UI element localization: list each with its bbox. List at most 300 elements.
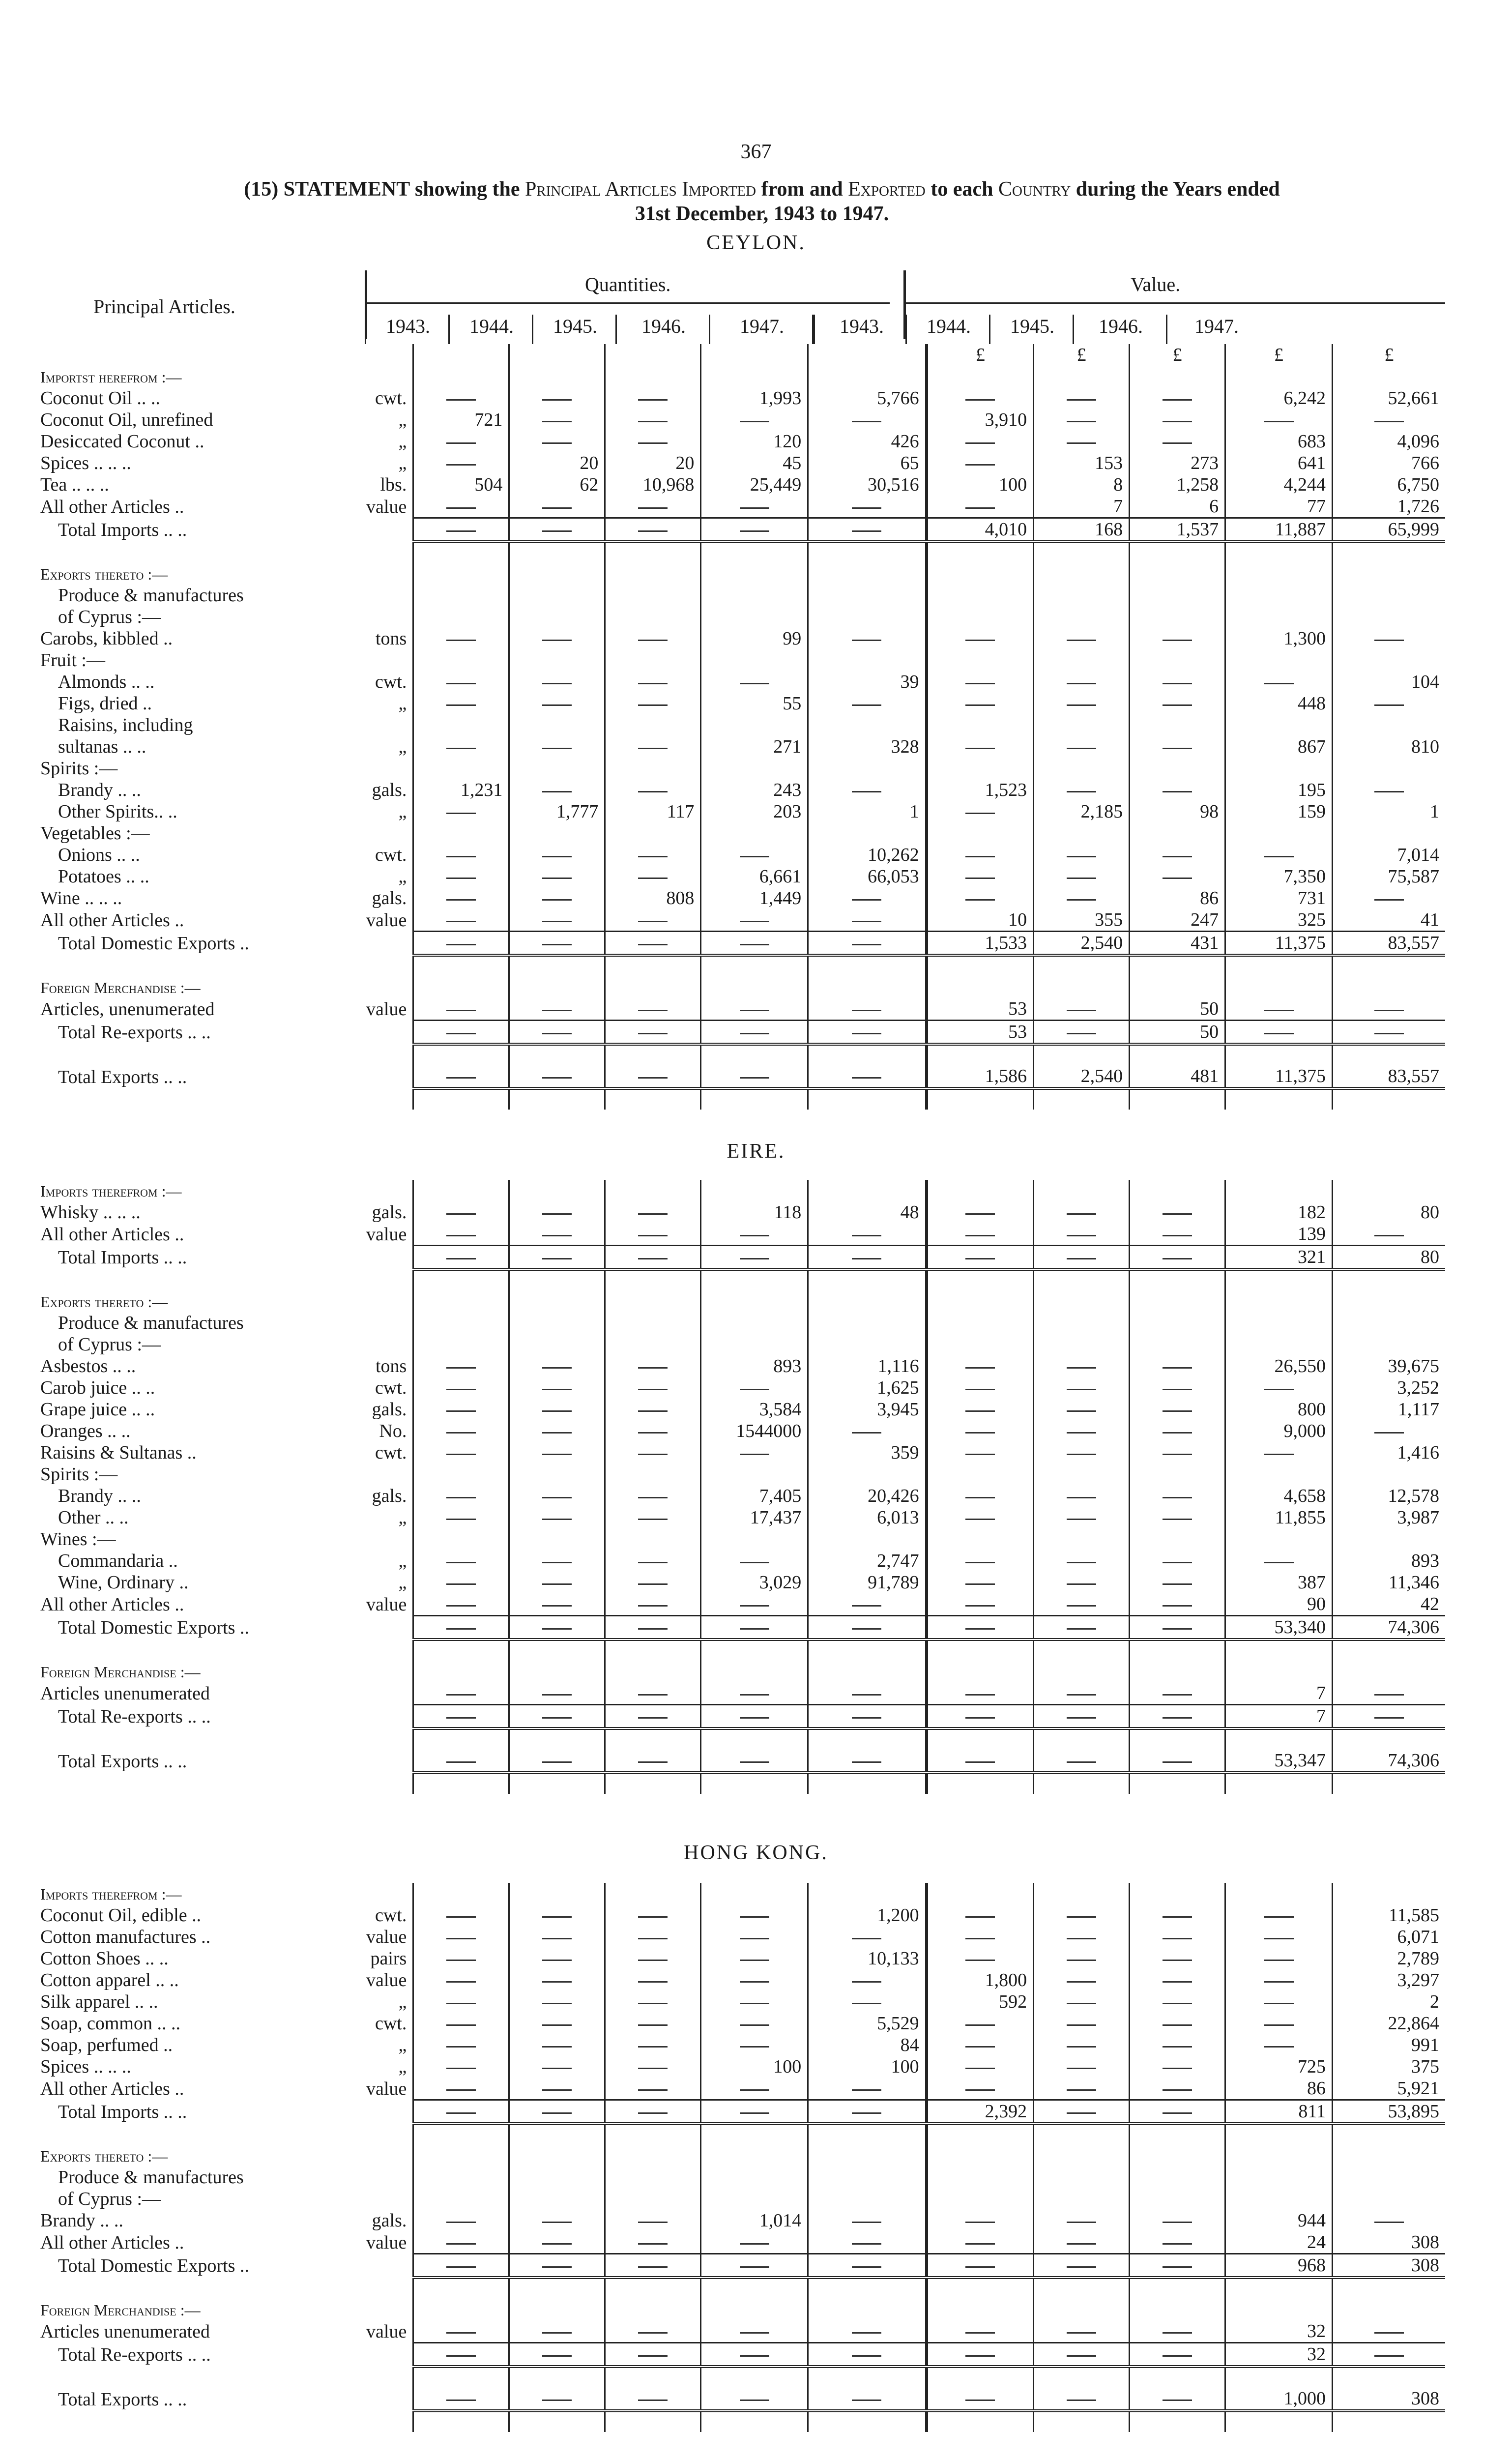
dash-mark (1264, 683, 1294, 684)
dash-mark (1163, 2399, 1192, 2401)
dash-mark (965, 1454, 995, 1455)
cell-value: 32 (1225, 2320, 1333, 2343)
dash-mark (542, 1583, 572, 1585)
cell-value: 504 (413, 474, 509, 496)
dash-mark (446, 704, 476, 706)
dash-mark (1163, 1235, 1192, 1236)
row-unit: value (366, 1224, 407, 1245)
row-label (34, 2343, 413, 2367)
dash-mark (965, 1389, 995, 1390)
cell-value (701, 1616, 808, 1640)
dash-mark (965, 899, 995, 901)
cell-value (605, 2188, 701, 2210)
cell-value (808, 1180, 927, 1201)
cell-value (509, 1021, 605, 1045)
table-row (34, 2343, 1445, 2367)
cell-value (413, 1201, 509, 1223)
cell-value (1225, 563, 1333, 585)
dash-mark (965, 2046, 995, 2048)
cell-value (509, 2388, 605, 2411)
cell-value (701, 1550, 808, 1572)
cell-value (413, 518, 509, 542)
cell-value (808, 2388, 927, 2411)
dash-mark (1067, 399, 1096, 401)
cell-value (1130, 2166, 1225, 2188)
cell-value: 65,999 (1333, 518, 1445, 542)
cell-value (509, 2056, 605, 2078)
table-row (34, 2034, 1445, 2056)
cell-value (701, 2188, 808, 2210)
row-unit: cwt. (375, 672, 407, 692)
row-label-text: Potatoes .. .. (58, 866, 149, 887)
row-label-text: Coconut Oil .. .. (40, 388, 160, 409)
cell-value (1333, 409, 1445, 431)
cell-value (808, 518, 927, 542)
dash-mark (542, 748, 572, 749)
dash-mark (1163, 1960, 1192, 1961)
dash-mark (1067, 1628, 1096, 1630)
dash-mark (740, 1717, 769, 1719)
cell-value (927, 2320, 1034, 2343)
cell-value (413, 1377, 509, 1399)
dash-mark (446, 1938, 476, 1939)
cell-value (927, 887, 1034, 909)
dash-mark (446, 1960, 476, 1961)
row-label-text: Figs, dried .. (58, 693, 152, 714)
row-label (34, 844, 413, 866)
cell-value (1225, 1661, 1333, 1682)
row-label (34, 606, 413, 628)
cell-value (509, 887, 605, 909)
table-row (34, 2388, 1445, 2411)
heading-to-each: to each (930, 178, 993, 201)
dash-mark (852, 1033, 881, 1034)
row-unit: value (366, 998, 407, 1020)
dash-mark (446, 748, 476, 749)
row-label (34, 563, 413, 585)
cell-value (413, 1750, 509, 1773)
cell-value (605, 844, 701, 866)
row-label (34, 1750, 413, 1773)
cell-value (927, 1420, 1034, 1442)
cell-value (808, 628, 927, 649)
dash-mark (542, 2355, 572, 2357)
dash-mark (638, 1010, 668, 1011)
cell-value (927, 693, 1034, 714)
cell-value: 721 (413, 409, 509, 431)
cell-value (1034, 606, 1130, 628)
dash-mark (446, 1497, 476, 1498)
cell-value: 62 (509, 474, 605, 496)
row-label-text: Coconut Oil, unrefined (40, 410, 213, 430)
row-label (34, 1021, 413, 1045)
spacer-row (34, 2278, 1445, 2299)
cell-value (605, 1550, 701, 1572)
cell-value: 7 (1225, 1682, 1333, 1705)
dash-mark (1067, 2355, 1096, 2357)
cell-value (509, 866, 605, 887)
cell-value (1034, 1969, 1130, 1991)
cell-value (605, 366, 701, 387)
dash-mark (1067, 2266, 1096, 2268)
dash-mark (740, 1258, 769, 1259)
cell-value (808, 2320, 927, 2343)
cell-value (808, 1969, 927, 1991)
table-row (34, 409, 1445, 431)
cell-value (1034, 1021, 1130, 1045)
cell-value (509, 693, 605, 714)
table-row (34, 1616, 1445, 1640)
table-row (34, 714, 1445, 736)
row-label (34, 496, 413, 518)
dash-mark (1163, 878, 1192, 879)
dash-mark (965, 1432, 995, 1434)
page-number: 367 (740, 141, 772, 163)
cell-value (413, 1312, 509, 1334)
cell-value (927, 1355, 1034, 1377)
cell-value (1034, 628, 1130, 649)
cell-value: 2,185 (1034, 801, 1130, 822)
cell-value (1130, 2320, 1225, 2343)
table-row (34, 628, 1445, 649)
cell-value: 80 (1333, 1201, 1445, 1223)
cell-value (927, 387, 1034, 409)
cell-value (509, 2210, 605, 2231)
cell-value (605, 1507, 701, 1528)
dash-mark (740, 1761, 769, 1763)
spacer-row (34, 1269, 1445, 1290)
spacer-row (34, 2411, 1445, 2432)
cell-value (1034, 844, 1130, 866)
dash-mark (1067, 1761, 1096, 1763)
dash-mark (1374, 899, 1404, 901)
row-label (34, 758, 413, 779)
dash-mark (638, 2068, 668, 2069)
cell-value: 1,258 (1130, 474, 1225, 496)
row-unit: gals. (372, 780, 407, 800)
dash-mark (740, 1389, 769, 1390)
dash-mark (446, 2003, 476, 2004)
cell-value (605, 1021, 701, 1045)
table-row (34, 1334, 1445, 1355)
cell-value (509, 2320, 605, 2343)
cell-value: 247 (1130, 909, 1225, 932)
cell-value: 30,516 (808, 474, 927, 496)
cell-value: 7 (1225, 1705, 1333, 1729)
row-label (34, 518, 413, 542)
row-label (34, 1065, 413, 1088)
cell-value (605, 779, 701, 801)
cell-value (605, 1246, 701, 1270)
dash-mark (1163, 2266, 1192, 2268)
cell-value (1034, 2320, 1130, 2343)
cell-value (509, 1399, 605, 1420)
cell-value (1130, 1420, 1225, 1442)
row-label-text: Produce & manufactures (58, 585, 244, 606)
cell-value (808, 1290, 927, 1312)
cell-value (927, 431, 1034, 452)
cell-value (1225, 671, 1333, 693)
cell-value: 1,416 (1333, 1442, 1445, 1463)
cell-value (509, 714, 605, 736)
dash-mark (965, 1605, 995, 1607)
row-label-text: Other Spirits.. .. (58, 801, 177, 822)
cell-value (1130, 1528, 1225, 1550)
dash-mark (542, 791, 572, 792)
cell-value: 48 (808, 1201, 927, 1223)
cell-value: 2 (1333, 1991, 1445, 2013)
cell-value (808, 1750, 927, 1773)
cell-value (808, 2188, 927, 2210)
dash-mark (965, 2089, 995, 2091)
cell-value (1225, 1442, 1333, 1463)
cell-value (413, 431, 509, 452)
cell-value (1130, 2056, 1225, 2078)
table-row (34, 1528, 1445, 1550)
dash-mark (1163, 399, 1192, 401)
cell-value (927, 2210, 1034, 2231)
cell-value (808, 496, 927, 518)
table-row (34, 1550, 1445, 1572)
cell-value (927, 671, 1034, 693)
row-label (34, 1485, 413, 1507)
cell-value (701, 758, 808, 779)
row-label (34, 2188, 413, 2210)
row-label-text: Total Re-exports .. .. (58, 1706, 211, 1727)
cell-value (413, 1550, 509, 1572)
row-label (34, 736, 413, 758)
cell-value (509, 822, 605, 844)
row-unit: cwt. (375, 388, 407, 409)
cell-value (1034, 779, 1130, 801)
cell-value (808, 649, 927, 671)
cell-value (701, 1463, 808, 1485)
cell-value (509, 1507, 605, 1528)
dash-mark (965, 1562, 995, 1563)
table-row (34, 1593, 1445, 1616)
cell-value (701, 1528, 808, 1550)
row-label (34, 1528, 413, 1550)
table-row (34, 2100, 1445, 2124)
dash-mark (638, 1410, 668, 1412)
cell-value (1034, 1180, 1130, 1201)
dash-mark (446, 640, 476, 641)
table-row (34, 779, 1445, 801)
row-label-text: Spices .. .. .. (40, 2056, 131, 2077)
row-label-text: Total Exports .. .. (58, 1066, 187, 1087)
dash-mark (1067, 1410, 1096, 1412)
row-label-text: Asbestos .. .. (40, 1356, 136, 1376)
cell-value: 1 (808, 801, 927, 822)
dash-mark (638, 1077, 668, 1079)
cell-value (808, 693, 927, 714)
cell-value (1034, 409, 1130, 431)
cell-value (509, 779, 605, 801)
cell-value (701, 2034, 808, 2056)
cell-value (1333, 2320, 1445, 2343)
cell-value: 4,244 (1225, 474, 1333, 496)
table-row (34, 1572, 1445, 1593)
cell-value: 810 (1333, 736, 1445, 758)
cell-value (413, 2299, 509, 2320)
year-header-4: 1947. (709, 315, 814, 344)
row-label-text: Wine .. .. .. (40, 888, 122, 908)
cell-value: 86 (1130, 887, 1225, 909)
dash-mark (1163, 1938, 1192, 1939)
cell-value (927, 366, 1034, 387)
row-unit: „ (398, 2056, 407, 2077)
cell-value (1130, 585, 1225, 606)
row-label (34, 1572, 413, 1593)
cell-value (1333, 1312, 1445, 1334)
cell-value (927, 606, 1034, 628)
cell-value (509, 1463, 605, 1485)
row-label-text: Produce & manufactures (58, 2167, 244, 2188)
cell-value (509, 2034, 605, 2056)
principal-articles-header: Principal Articles. (93, 295, 235, 318)
dash-mark (638, 944, 668, 945)
dash-mark (965, 399, 995, 401)
table-row (34, 1399, 1445, 1420)
cell-value (927, 1312, 1034, 1334)
dash-mark (965, 2266, 995, 2268)
dash-mark (542, 1497, 572, 1498)
dash-mark (1067, 1497, 1096, 1498)
cell-value: 308 (1333, 2254, 1445, 2278)
cell-value: 11,375 (1225, 932, 1333, 956)
dash-mark (446, 1519, 476, 1520)
cell-value (1130, 2299, 1225, 2320)
dash-mark (1067, 899, 1096, 901)
cell-value (1130, 1312, 1225, 1334)
cell-value (1034, 431, 1130, 452)
cell-value (605, 1355, 701, 1377)
cell-value (509, 1355, 605, 1377)
cell-value (1130, 1334, 1225, 1355)
cell-value: 98 (1130, 801, 1225, 822)
row-unit: value (366, 496, 407, 517)
cell-value: 22,864 (1333, 2013, 1445, 2034)
dash-mark (740, 2355, 769, 2357)
cell-value (509, 844, 605, 866)
dash-mark (965, 1213, 995, 1215)
table-row (34, 1290, 1445, 1312)
cell-value (509, 518, 605, 542)
dash-mark (446, 442, 476, 444)
dash-mark (1067, 856, 1096, 857)
dash-mark (852, 1717, 881, 1719)
cell-value (605, 606, 701, 628)
cell-value (509, 1485, 605, 1507)
row-label-text: of Cyprus :— (58, 2189, 161, 2209)
dash-mark (965, 856, 995, 857)
cell-value (808, 2299, 927, 2320)
cell-value (605, 1312, 701, 1334)
spacer-row (34, 542, 1445, 563)
cell-value (509, 1926, 605, 1948)
dash-mark (1067, 878, 1096, 879)
dash-mark (1374, 421, 1404, 422)
dash-mark (638, 1432, 668, 1434)
cell-value: 10,968 (605, 474, 701, 496)
cell-value (413, 2056, 509, 2078)
dash-mark (638, 507, 668, 509)
cell-value (413, 909, 509, 932)
cell-value (1333, 2188, 1445, 2210)
cell-value (701, 822, 808, 844)
dash-mark (446, 944, 476, 945)
cell-value (413, 585, 509, 606)
row-label (34, 866, 413, 887)
dash-mark (542, 1213, 572, 1215)
cell-value (413, 1661, 509, 1682)
table-row (34, 1355, 1445, 1377)
cell-value (1130, 779, 1225, 801)
cell-value (1034, 1442, 1130, 1463)
dash-mark (740, 1010, 769, 1011)
cell-value: 45 (701, 452, 808, 474)
dash-mark (638, 1916, 668, 1918)
dash-mark (1163, 2355, 1192, 2357)
cell-value (808, 758, 927, 779)
dash-mark (446, 2089, 476, 2091)
cell-value: 53 (927, 998, 1034, 1021)
cell-value (413, 2320, 509, 2343)
row-label-text: Articles, unenumerated (40, 998, 215, 1020)
dash-mark (852, 704, 881, 706)
cell-value (1225, 1463, 1333, 1485)
dash-mark (1067, 2222, 1096, 2223)
cell-value: 1 (1333, 801, 1445, 822)
row-label-text: Total Exports .. .. (58, 2389, 187, 2410)
cell-value (605, 1661, 701, 1682)
row-label-text: Whisky .. .. .. (40, 1202, 141, 1223)
row-label (34, 998, 413, 1021)
row-label (34, 2100, 413, 2124)
dash-mark (446, 1258, 476, 1259)
cell-value (927, 649, 1034, 671)
cell-value (605, 1463, 701, 1485)
cell-value (413, 2210, 509, 2231)
dash-mark (446, 1077, 476, 1079)
cell-value (701, 1290, 808, 1312)
dash-mark (852, 507, 881, 509)
cell-value (1130, 2231, 1225, 2254)
row-label (34, 585, 413, 606)
year-header-5: 1943. (812, 315, 908, 344)
row-label-text: Spirits :— (40, 1464, 118, 1485)
heading-exported: Exported (848, 178, 926, 201)
dash-mark (740, 507, 769, 509)
row-label (34, 1442, 413, 1463)
cell-value (1333, 628, 1445, 649)
cell-value (1225, 1290, 1333, 1312)
cell-value: 481 (1130, 1065, 1225, 1088)
cell-value (1130, 1705, 1225, 1729)
cell-value (701, 1991, 808, 2013)
dash-mark (638, 2355, 668, 2357)
cell-value (413, 2013, 509, 2034)
dash-mark (852, 921, 881, 922)
cell-value (1034, 1926, 1130, 1948)
dash-mark (638, 1583, 668, 1585)
cell-value (1034, 1593, 1130, 1616)
cell-value (1034, 366, 1130, 387)
row-label (34, 1661, 413, 1682)
cell-value (1034, 887, 1130, 909)
cell-value: 811 (1225, 2100, 1333, 2124)
cell-value (413, 496, 509, 518)
